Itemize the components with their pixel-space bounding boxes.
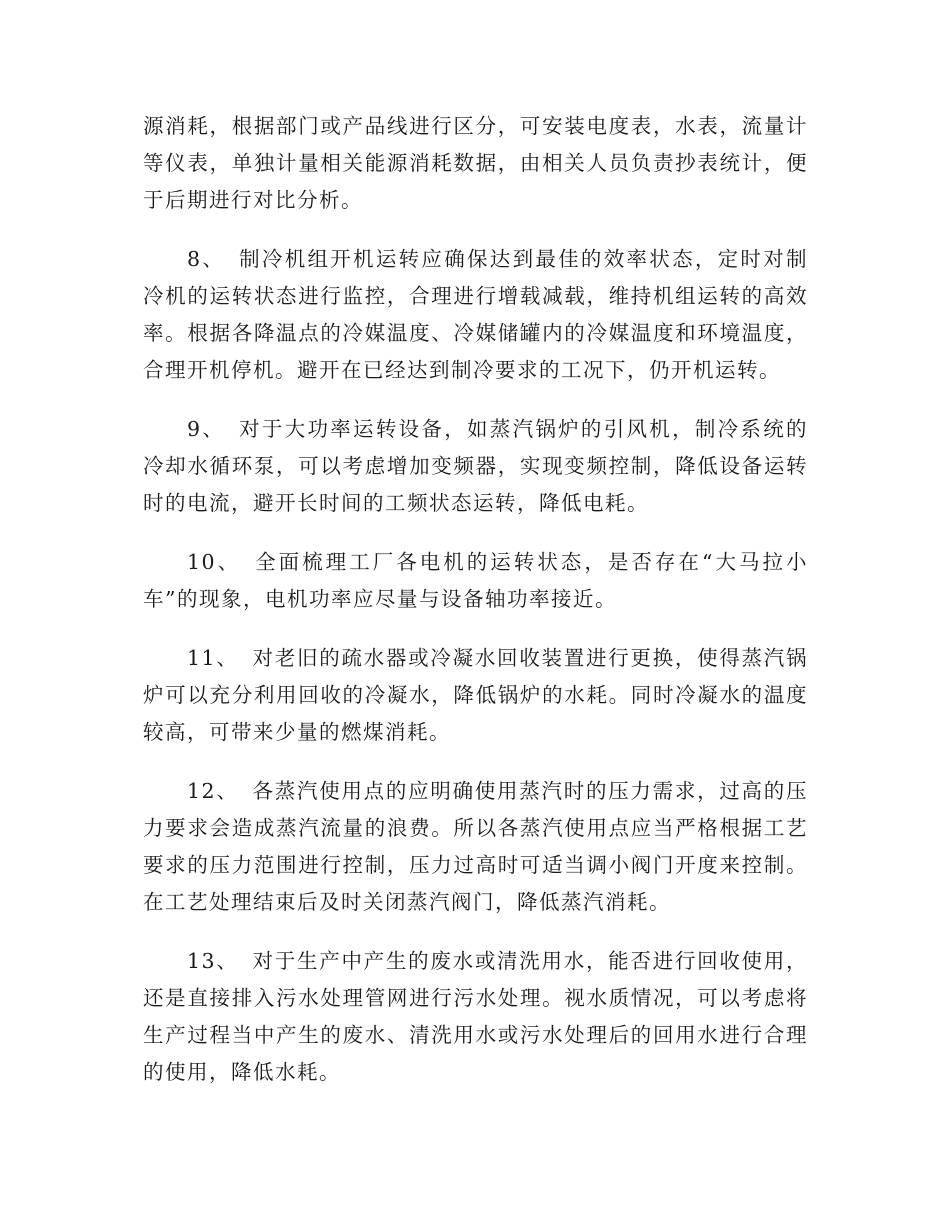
paragraph-text: 对老旧的疏水器或冷凝水回收装置进行更换，使得蒸汽锅炉可以充分利用回收的冷凝水，降低锅炉的水耗。同时冷凝水的温度较高，可带来少量的燃煤消耗。 — [143, 646, 808, 744]
paragraph-text: 制冷机组开机运转应确保达到最佳的效率状态，定时对制冷机的运转状态进行监控，合理进行增载减载，维持机组运转的高效率。根据各降温点的冷媒温度、冷媒储罐内的冷媒温度和环境温度，合理开机停机。避开在已经达到制冷要求的工况下，仍开机运转。 — [143, 247, 809, 382]
paragraph-text: 源消耗，根据部门或产品线进行区分，可安装电度表，水表，流量计等仪表，单独计量相关能源消耗数据，由相关人员负责抄表统计，便于后期进行对比分析。 — [143, 114, 808, 212]
paragraph-text: 全面梳理工厂各电机的运转状态，是否存在“大马拉小车”的现象，电机功率应尽量与设备轴功率接近。 — [143, 550, 808, 611]
paragraph-number: 10、 — [187, 550, 242, 574]
paragraph-text: 对于生产中产生的废水或清洗用水，能否进行回收使用，还是直接排入污水处理管网进行污水处理。视水质情况，可以考虑将生产过程当中产生的废水、清洗用水或污水处理后的回用水进行合理的使用，降低水耗。 — [143, 949, 808, 1084]
paragraph-item-11 — [143, 640, 808, 751]
paragraph-text: 各蒸汽使用点的应明确使用蒸汽时的压力需求，过高的压力要求会造成蒸汽流量的浪费。所以各蒸汽使用点应当严格根据工艺要求的压力范围进行控制，压力过高时可适当调小阀门开度来控制。在工艺处理结束后及时关闭蒸汽阀门，降低蒸汽消耗。 — [143, 779, 808, 914]
paragraph-number: 8、 — [187, 247, 226, 271]
paragraph-item-12 — [143, 773, 808, 921]
paragraph-number: 12、 — [187, 779, 239, 803]
paragraph-item-13 — [143, 943, 808, 1091]
document-body — [143, 108, 808, 1113]
paragraph-item-10 — [143, 544, 808, 618]
paragraph-item-8 — [143, 241, 808, 389]
paragraph-continuation — [143, 108, 808, 219]
paragraph-text: 对于大功率运转设备，如蒸汽锅炉的引风机，制冷系统的冷却水循环泵，可以考虑增加变频器，实现变频控制，降低设备运转时的电流，避开长时间的工频状态运转，降低电耗。 — [143, 417, 809, 515]
paragraph-item-9 — [143, 411, 808, 522]
paragraph-number: 11、 — [187, 646, 239, 670]
paragraph-number: 13、 — [187, 949, 239, 973]
paragraph-number: 9、 — [187, 417, 226, 441]
